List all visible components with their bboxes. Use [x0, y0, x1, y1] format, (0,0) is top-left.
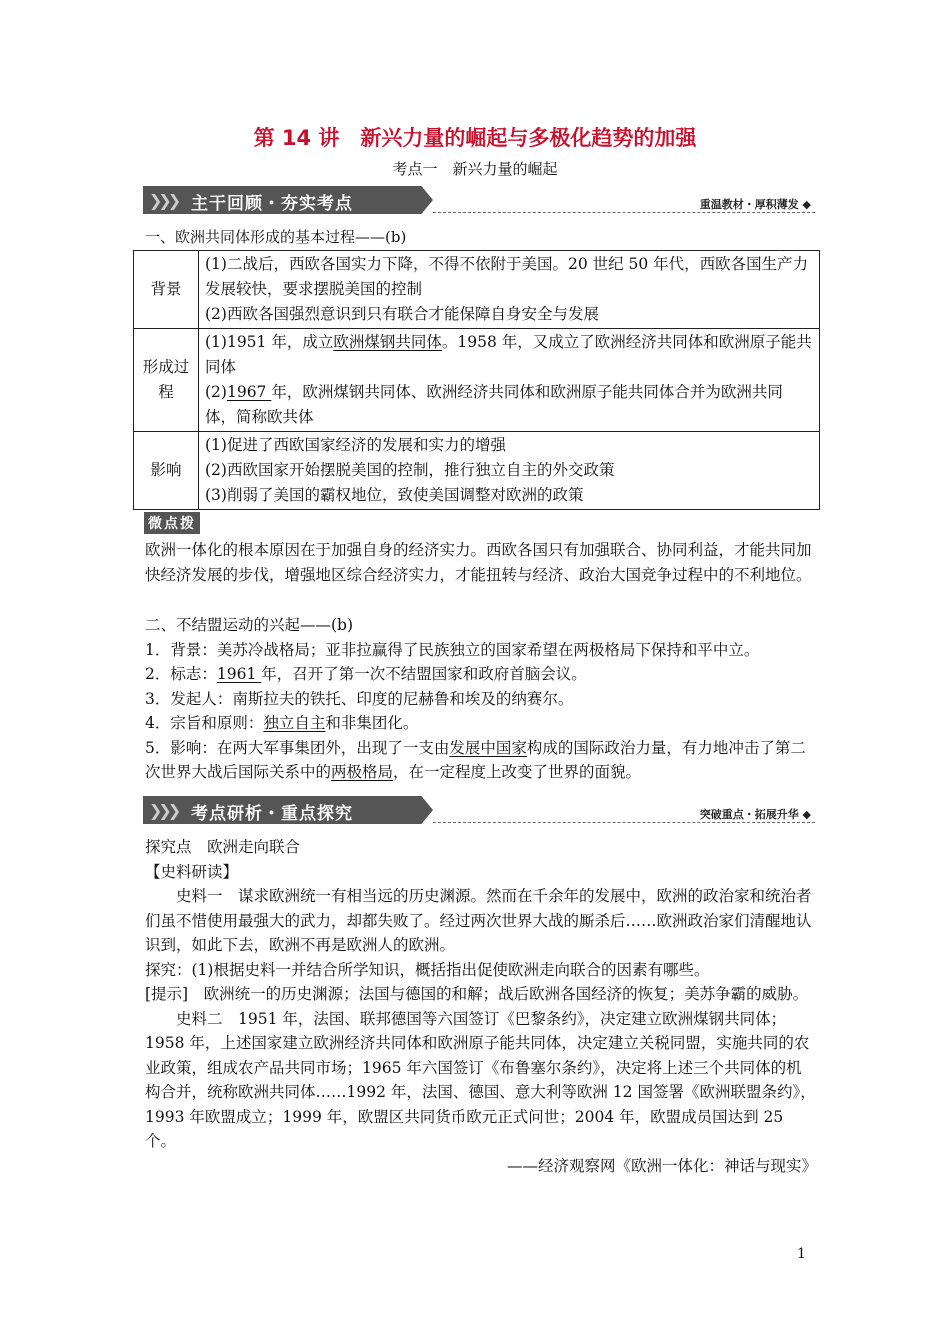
explore-section: [145, 835, 817, 1178]
row-content: (1)1951 年，成立欧洲煤钢共同体。1958 年，又成立了欧洲经济共同体和欧洲原子能共同体 (2)1967 年，欧洲煤钢共同体、欧洲经济共同体和欧洲原子能共同体合并为欧洲共同体，简称欧共体: [199, 329, 820, 432]
banner-label: 考点研析・重点探究: [191, 804, 353, 824]
section2: [145, 613, 817, 785]
banner-divider: [433, 212, 815, 213]
section-heading: 二、不结盟运动的兴起——(b): [145, 616, 354, 634]
list-item: 4．宗旨和原则：独立自主和非集团化。: [145, 714, 419, 732]
table-row: [134, 432, 820, 510]
banner-divider: [433, 822, 815, 823]
tip-text: 欧洲一体化的根本原因在于加强自身的经济实力。西欧各国只有加强联合、协同利益，才能共同加快经济发展的步伐，增强地区综合经济实力，才能扭转与经济、政治大国竞争过程中的不利地位。: [145, 541, 812, 584]
hint: [提示] 欧洲统一的历史渊源；法国与德国的和解；战后欧洲各国经济的恢复；美苏争霸的威胁。: [145, 985, 809, 1003]
row-head: 影响: [134, 432, 199, 510]
list-item: 3．发起人：南斯拉夫的铁托、印度的尼赫鲁和埃及的纳赛尔。: [145, 689, 574, 708]
banner-tagline: 重温教材・厚积薄发 ◆: [699, 198, 811, 211]
material-two: 史料二 1951 年，法国、联邦德国等六国签订《巴黎条约》，决定建立欧洲煤钢共同体；1958 年，上述国家建立欧洲经济共同体和欧洲原子能共同体，决定建立关税同盟，实施共同的农业政策，组成农产品共同市场；1965 年六国签订《布鲁塞尔条约》，决定将上述三个共同体的机构合并，统称欧洲共同体……1992 年，法国、德国、意大利等欧洲 12 国签署《欧洲联盟条约》，1993 年欧盟成立；1999 年，欧盟区共同货币欧元正式问世；2004 年，欧盟成员国达到 25 个。: [145, 1009, 816, 1150]
fill-blank: 欧洲煤钢共同体: [333, 333, 442, 351]
section-heading: 一、欧洲共同体形成的基本过程——(b): [145, 228, 407, 246]
row-head: 形成过程: [134, 329, 199, 432]
tip-badge: 微点拨: [144, 512, 200, 534]
banner-explore: [143, 794, 815, 828]
fill-blank: 1967: [226, 383, 272, 401]
banner-review: [143, 184, 815, 218]
chevron-icon: ❯❯❯: [149, 191, 178, 210]
list-item: 1．背景：美苏冷战格局；亚非拉赢得了民族独立的国家希望在两极格局下保持和平中立。: [145, 640, 760, 659]
lesson-title: 第 14 讲 新兴力量的崛起与多极化趋势的加强: [253, 126, 697, 150]
ec-process-table: [133, 250, 820, 510]
banner-label: 主干回顾・夯实考点: [191, 194, 353, 214]
list-item: 5．影响：在两大军事集团外，出现了一支由发展中国家构成的国际政治力量，有力地冲击了第二次世界大战后国际关系中的两极格局，在一定程度上改变了世界的面貌。: [145, 738, 806, 781]
row-content: (1)二战后，西欧各国实力下降，不得不依附于美国。20 世纪 50 年代，西欧各国生产力发展较快，要求摆脱美国的控制 (2)西欧各国强烈意识到只有联合才能保障自身安全与发展: [199, 251, 820, 329]
table-row: [134, 329, 820, 432]
lesson-subtitle: 考点一 新兴力量的崛起: [392, 160, 558, 178]
table-row: [134, 251, 820, 329]
explore-point: 探究点 欧洲走向联合: [145, 838, 301, 856]
banner-tagline: 突破重点・拓展升华 ◆: [699, 808, 811, 821]
question-one: 探究：(1)根据史料一并结合所学知识，概括指出促使欧洲走向联合的因素有哪些。: [145, 960, 710, 979]
source-citation: ——经济观察网《欧洲一体化：神话与现实》: [506, 1156, 817, 1175]
chevron-icon: ❯❯❯: [149, 801, 178, 820]
row-content: (1)促进了西欧国家经济的发展和实力的增强 (2)西欧国家开始摆脱美国的控制，推行独立自主的外交政策 (3)削弱了美国的霸权地位，致使美国调整对欧洲的政策: [199, 432, 820, 510]
material-heading: 【史料研读】: [145, 862, 239, 881]
material-one: 史料一 谋求欧洲统一有相当远的历史渊源。然而在千余年的发展中，欧洲的政治家和统治者们虽不惜使用最强大的武力，却都失败了。经过两次世界大战的厮杀后……欧洲政治家们清醒地认识到，如此下去，欧洲不再是欧洲人的欧洲。: [145, 887, 812, 954]
list-item: 2．标志：1961 年，召开了第一次不结盟国家和政府首脑会议。: [145, 665, 587, 683]
row-head: 背景: [134, 251, 199, 329]
page-number: 1: [797, 1246, 806, 1262]
